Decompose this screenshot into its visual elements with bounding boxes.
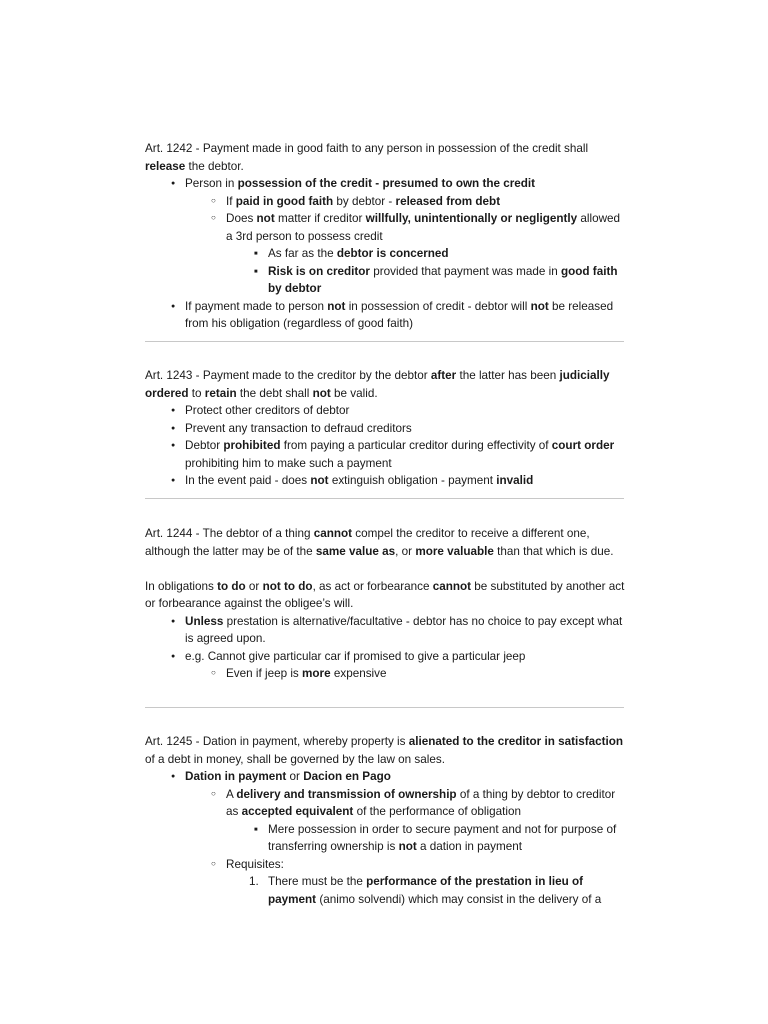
list-item: ● e.g. Cannot give particular car if promised to give a particular jeep [145,648,625,666]
list-item: ● Debtor prohibited from paying a particular creditor during effectivity of court order prohibiting him to make such a payment [145,437,625,472]
list-item: ■ Risk is on creditor provided that payment was made in good faith by debtor [145,263,625,298]
list-number: 1. [249,875,259,888]
article-1244-text: Art. 1244 - The debtor of a thing cannot compel the creditor to receive a different one, although the latter may be of the same value as, or more valuable than that which is due. [145,527,614,558]
list-item: ● Person in possession of the credit - presumed to own the credit [145,175,625,193]
bullet-dot-icon [171,437,175,457]
list-item: ○ Even if jeep is more expensive [145,665,625,683]
bullet-dot-icon [171,472,175,492]
list-item: ● Protect other creditors of debtor [145,402,625,420]
list-item: ■ As far as the debtor is concerned [145,245,625,263]
list-item: ● Prevent any transaction to defraud creditors [145,420,625,438]
article-1245-text: Art. 1245 - Dation in payment, whereby property is alienated to the creditor in satisfaction of a debt in money, shall be governed by the law on sales. [145,735,624,766]
bullet-circle-icon [211,665,216,684]
article-1245 [145,733,625,908]
bullet-circle-icon [211,193,216,212]
section-divider [145,707,624,708]
article-1244-paragraph-2: In obligations to do or not to do, as act or forbearance cannot be substituted by another act or forbearance against the obligee’s will. [145,579,625,610]
article-1242-text: Art. 1242 - Payment made in good faith to any person in possession of the credit shall release the debtor. [145,142,589,173]
list-item: ● Unless prestation is alternative/facultative - debtor has no choice to pay except what is agreed upon. [145,613,625,648]
bullet-dot-icon [171,613,175,633]
bullet-circle-icon [211,210,216,229]
list-item: ● Dation in payment or Dacion en Pago [145,768,625,786]
bullet-circle-icon [211,786,216,805]
section-divider [145,341,624,342]
article-1243 [145,367,625,490]
list-item: ○ If paid in good faith by debtor - released from debt [145,193,625,211]
bullet-circle-icon [211,856,216,875]
article-1244 [145,525,625,683]
bullet-square-icon [254,821,258,842]
list-item: ○ A delivery and transmission of ownership of a thing by debtor to creditor as accepted equivalent of the performance of obligation [145,786,625,821]
list-item: ○ Does not matter if creditor willfully, unintentionally or negligently allowed a 3rd person to possess credit [145,210,625,245]
list-item: ■ Mere possession in order to secure payment and not for purpose of transferring ownership is not a dation in payment [145,821,625,856]
section-divider [145,498,624,499]
list-item: ● In the event paid - does not extinguish obligation - payment invalid [145,472,625,490]
article-1243-text: Art. 1243 - Payment made to the creditor by the debtor after the latter has been judicially ordered to retain the debt shall not be valid. [145,369,610,400]
list-item: 1. There must be the performance of the prestation in lieu of payment (animo solvendi) which may consist in the delivery of a [249,875,602,906]
article-1242 [145,140,625,333]
list-item: ● If payment made to person not in possession of credit - debtor will not be released from his obligation (regardless of good faith) [145,298,625,333]
bullet-square-icon [254,263,258,284]
bullet-dot-icon [171,298,175,318]
list-item: ○ Requisites: [145,856,625,874]
